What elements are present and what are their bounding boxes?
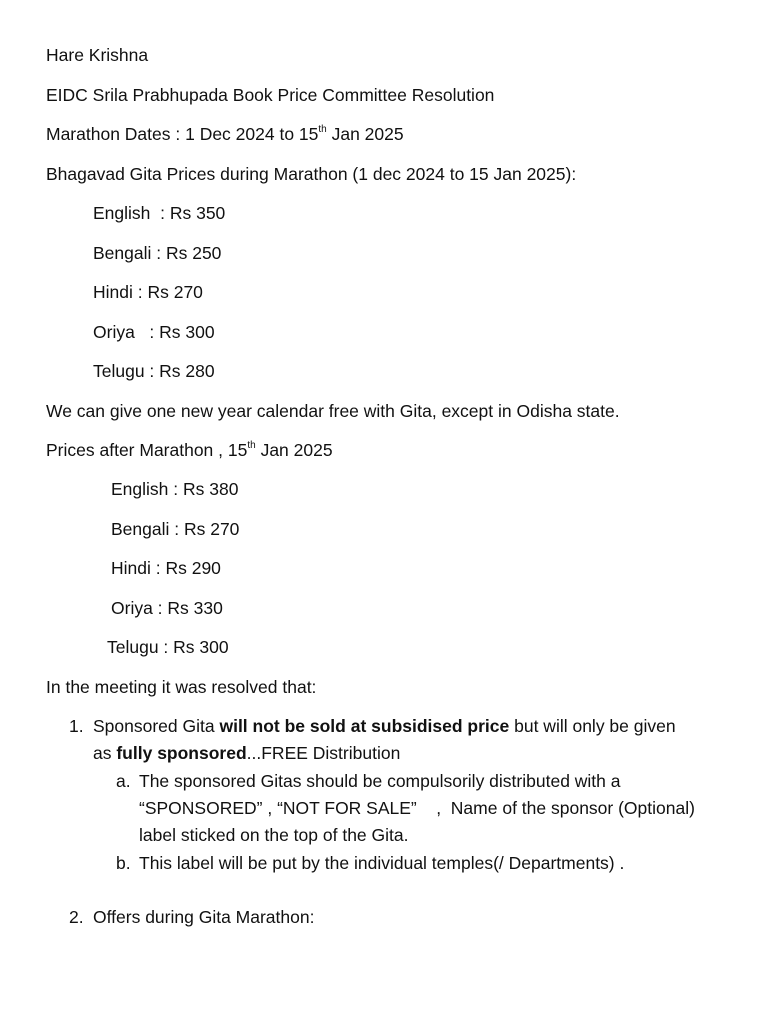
sub-a-letter: a. xyxy=(116,771,131,791)
marathon-dates-prefix: Marathon Dates : 1 Dec 2024 to 15 xyxy=(46,124,319,144)
item1-line2-bold: fully sponsored xyxy=(116,743,247,763)
after-price-english: English : Rs 380 xyxy=(111,479,239,499)
item1-line2-a: as xyxy=(93,743,117,763)
marathon-price-telugu: Telugu : Rs 280 xyxy=(93,361,215,381)
item1-line1-a: Sponsored Gita xyxy=(93,716,220,736)
item1-line1-bold: will not be sold at subsidised price xyxy=(219,716,510,736)
marathon-price-oriya: Oriya : Rs 300 xyxy=(93,322,215,342)
after-heading-sup: th xyxy=(247,440,256,451)
item2-text: Offers during Gita Marathon: xyxy=(93,907,315,927)
after-price-oriya: Oriya : Rs 330 xyxy=(111,598,223,618)
item1-line1 xyxy=(93,715,676,737)
marathon-prices-heading: Bhagavad Gita Prices during Marathon (1 dec 2024 to 15 Jan 2025): xyxy=(46,164,577,184)
item1-number: 1. xyxy=(69,716,84,736)
sub-b-letter: b. xyxy=(116,853,131,873)
after-price-hindi: Hindi : Rs 290 xyxy=(111,558,221,578)
marathon-dates-suffix: Jan 2025 xyxy=(326,124,404,144)
item1-line2 xyxy=(93,742,400,764)
after-marathon-heading xyxy=(46,439,333,461)
marathon-dates xyxy=(46,123,404,145)
item2-number: 2. xyxy=(69,907,84,927)
marathon-price-english: English : Rs 350 xyxy=(93,203,226,223)
item1-line1-c: but will only be given xyxy=(509,716,676,736)
after-heading-suffix: Jan 2025 xyxy=(255,440,333,460)
after-heading-prefix: Prices after Marathon , 15 xyxy=(46,440,248,460)
calendar-note: We can give one new year calendar free with Gita, except in Odisha state. xyxy=(46,401,620,421)
sub-a-line3: label sticked on the top of the Gita. xyxy=(139,825,409,845)
after-price-telugu: Telugu : Rs 300 xyxy=(107,637,229,657)
resolved-intro: In the meeting it was resolved that: xyxy=(46,677,317,697)
sub-a-line1: The sponsored Gitas should be compulsorily distributed with a xyxy=(139,771,621,791)
sub-b-line1: This label will be put by the individual temples(/ Departments) . xyxy=(139,853,625,873)
marathon-price-bengali: Bengali : Rs 250 xyxy=(93,243,222,263)
marathon-dates-sup: th xyxy=(318,124,327,135)
sub-a-line2: “SPONSORED” , “NOT FOR SALE” , Name of the sponsor (Optional) xyxy=(139,798,695,818)
after-price-bengali: Bengali : Rs 270 xyxy=(111,519,240,539)
marathon-price-hindi: Hindi : Rs 270 xyxy=(93,282,203,302)
greeting: Hare Krishna xyxy=(46,45,149,65)
document-title: EIDC Srila Prabhupada Book Price Committee Resolution xyxy=(46,85,495,105)
item1-line2-c: ...FREE Distribution xyxy=(246,743,401,763)
